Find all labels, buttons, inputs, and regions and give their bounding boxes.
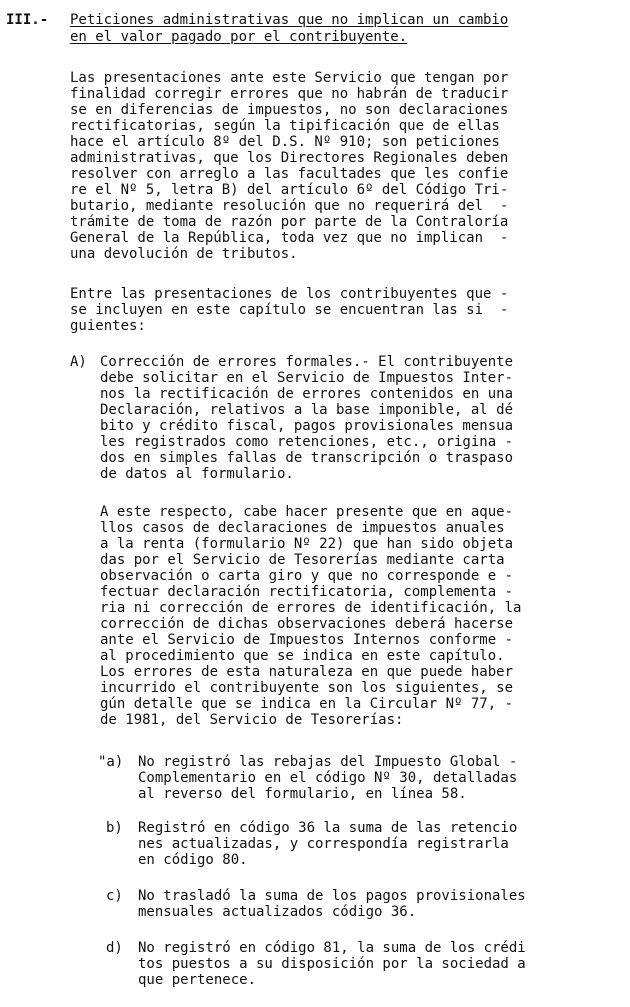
text-line: dos en simples fallas de transcripción o traspaso bbox=[100, 450, 514, 466]
text-line: trámite de toma de razón por parte de la Contraloría bbox=[70, 214, 509, 230]
text-line: llos casos de declaraciones de impuestos anuales bbox=[100, 520, 505, 536]
text-line: mensuales actualizados código 36. bbox=[138, 904, 417, 920]
text-line: a la renta (formulario Nº 22) que han sido objeta bbox=[100, 536, 514, 552]
text-line: nes actualizadas, y correspondía registrarla bbox=[138, 836, 509, 852]
text-line: gún detalle que se indica en la Circular Nº 77, - bbox=[100, 696, 514, 712]
text-line: rectificatorias, según la tipificación que de ellas bbox=[70, 118, 500, 134]
section-number: III.- bbox=[6, 12, 49, 28]
text-line: bito y crédito fiscal, pagos provisionales mensua bbox=[100, 418, 514, 434]
text-line: tos puestos a su disposición por la sociedad a bbox=[138, 956, 526, 972]
text-line: Las presentaciones ante este Servicio que tengan por bbox=[70, 70, 509, 86]
text-line: debe solicitar en el Servicio de Impuestos Inter- bbox=[100, 370, 514, 386]
list-item-marker: b) bbox=[106, 820, 123, 836]
list-item-marker: c) bbox=[106, 888, 123, 904]
text-line: observación o carta giro y que no corresponde e - bbox=[100, 568, 514, 584]
text-line: se en diferencias de impuestos, no son declaraciones bbox=[70, 102, 509, 118]
text-line: se incluyen en este capítulo se encuentran las si - bbox=[70, 302, 509, 318]
text-line: finalidad corregir errores que no habrán de traducir bbox=[70, 86, 509, 102]
section-title-line-2: en el valor pagado por el contribuyente. bbox=[70, 29, 408, 45]
text-line: No registró en código 81, la suma de los crédi bbox=[138, 940, 526, 956]
text-line: ria ni corrección de errores de identificación, la bbox=[100, 600, 522, 616]
text-line: incurrido el contribuyente son los siguientes, se bbox=[100, 680, 514, 696]
text-line: corrección de dichas observaciones deberá hacerse bbox=[100, 616, 514, 632]
text-line: butario, mediante resolución que no requerirá del - bbox=[70, 198, 509, 214]
list-item-marker: "a) bbox=[98, 754, 124, 770]
text-line: Los errores de esta naturaleza en que puede haber bbox=[100, 664, 514, 680]
text-line: General de la República, toda vez que no implican - bbox=[70, 230, 509, 246]
section-a-marker: A) bbox=[70, 354, 87, 370]
text-line: ante el Servicio de Impuestos Internos conforme - bbox=[100, 632, 514, 648]
text-line: resolver con arreglo a las facultades que les confie bbox=[70, 166, 509, 182]
text-line: una devolución de tributos. bbox=[70, 246, 298, 262]
text-line: al procedimiento que se indica en este capítulo. bbox=[100, 648, 505, 664]
text-line: que pertenece. bbox=[138, 972, 257, 988]
text-line: les registrados como retenciones, etc., origina - bbox=[100, 434, 514, 450]
text-line: de datos al formulario. bbox=[100, 466, 294, 482]
section-title-line-1: Peticiones administrativas que no implican un cambio bbox=[70, 12, 509, 28]
text-line: guientes: bbox=[70, 318, 146, 334]
text-line: administrativas, que los Directores Regionales deben bbox=[70, 150, 509, 166]
text-line: fectuar declaración rectificatoria, complementa - bbox=[100, 584, 514, 600]
text-line: de 1981, del Servicio de Tesorerías: bbox=[100, 712, 404, 728]
text-line: en código 80. bbox=[138, 852, 248, 868]
text-line: A este respecto, cabe hacer presente que en aque- bbox=[100, 504, 514, 520]
text-line: re el Nº 5, letra B) del artículo 6º del Código Tri- bbox=[70, 182, 509, 198]
list-item-marker: d) bbox=[106, 940, 123, 956]
text-line: Entre las presentaciones de los contribuyentes que - bbox=[70, 286, 509, 302]
text-line: hace el artículo 8º del D.S. Nº 910; son peticiones bbox=[70, 134, 500, 150]
text-line: das por el Servicio de Tesorerías mediante carta bbox=[100, 552, 505, 568]
text-line: Corrección de errores formales.- El contribuyente bbox=[100, 354, 514, 370]
text-line: Declaración, relativos a la base imponible, al dé bbox=[100, 402, 514, 418]
text-line: nos la rectificación de errores contenidos en una bbox=[100, 386, 514, 402]
text-line: No trasladó la suma de los pagos provisionales bbox=[138, 888, 526, 904]
text-line: No registró las rebajas del Impuesto Global - bbox=[138, 754, 518, 770]
text-line: al reverso del formulario, en línea 58. bbox=[138, 786, 467, 802]
text-line: Complementario en el código Nº 30, detalladas bbox=[138, 770, 518, 786]
text-line: Registró en código 36 la suma de las retencio bbox=[138, 820, 518, 836]
